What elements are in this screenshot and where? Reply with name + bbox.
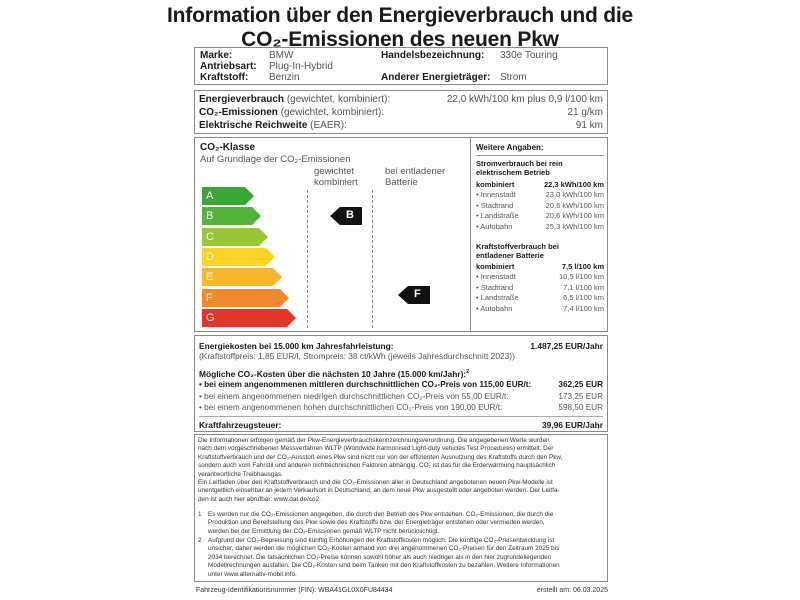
energy-class-letter: E xyxy=(206,271,214,284)
consumption-row-value: 23,0 kWh/100 km xyxy=(545,190,604,200)
co2-cost-row-value: 598,50 EUR xyxy=(558,403,603,412)
co2-class-heading: CO₂-Klasse xyxy=(200,142,256,153)
col-weighted-header xyxy=(314,166,358,188)
kraft-heading-2: entladener Batterie xyxy=(476,251,544,260)
consumption-row-value: 7,4 l/100 km xyxy=(563,303,604,313)
consumption-row-label: • Landstraße xyxy=(476,293,519,303)
consumption-row-value: 7,5 l/100 km xyxy=(561,262,604,271)
info-line: Ein Leitfaden über den Kraftstoffverbrauch und die CO₂-Emissionen aller in Deutschland angebotenen neuen Pkw-Modelle ist xyxy=(198,479,553,486)
costs-box xyxy=(194,335,608,432)
antrieb-value: Plug-In-Hybrid xyxy=(269,61,333,72)
consumption-row-value: 6,5 l/100 km xyxy=(563,293,604,303)
title-line-2: CO₂-Emissionen des neuen Pkw xyxy=(241,28,559,51)
energie-label: Energieverbrauch xyxy=(199,94,285,105)
energy-class-b xyxy=(202,207,261,225)
consumption-row-label: • Landstraße xyxy=(476,211,519,221)
consumption-row-label: • Autobahn xyxy=(476,221,513,231)
info-line: sondern auch vom Fahrstil und anderen nichttechnischen Faktoren abhängig. CO₂ ist das für die Erderwärmung hauptsächlich xyxy=(198,462,556,470)
energy-class-letter: G xyxy=(206,311,215,324)
col-weighted-line1: gewichtet xyxy=(314,166,355,177)
co2-value: 21 g/km xyxy=(567,107,603,118)
consumption-row-label: • Innenstadt xyxy=(476,190,516,200)
anderer-value: Strom xyxy=(500,72,527,83)
info-line: nach dem vorgeschriebenen Messverfahren WLTP (Worldwide harmonised Light-duty vehicles Test Procedures) ermittelt. Der xyxy=(198,445,554,453)
consumption-row-value: 10,5 l/100 km xyxy=(558,272,604,282)
info-line: unentgeltlich einsehbar an jedem Verkaufsort in Deutschland, an dem neue Pkw ausgestellt oder angeboten werden. Der Leitfa- xyxy=(198,487,560,495)
reichweite-value: 91 km xyxy=(575,120,603,131)
consumption-row-label: • Stadtrand xyxy=(476,282,514,292)
info-line: werden bei der Ermittlung der CO₂-Emissionen gemäß WLTP nicht berücksichtigt. xyxy=(208,527,440,535)
info-line: Modellrechnungen ausfallen. Die CO₂-Kosten sind beim Tanken mit den Kraftstoffkosten zu bezahlen. Weitere Informationen xyxy=(208,562,560,570)
col-discharged-line1: bei entladener xyxy=(385,166,446,177)
kraft-heading-1: Kraftstoffverbrauch bei xyxy=(476,242,559,251)
info-line: Es werden nur die CO₂-Emissionen angegeben, die durch den Betrieb des Pkw entstehen. CO₂-Emissionen, die durch die xyxy=(208,511,554,518)
marke-label: Marke: xyxy=(200,50,233,61)
co2-class-sub: Auf Grundlage der CO₂-Emissionen xyxy=(200,154,351,165)
energy-class-letter: D xyxy=(206,250,214,263)
co2-cost-row-label: • bei einem angenommenen mittleren durchschnittlichen CO₂-Preis von 115,00 EUR/t: xyxy=(199,380,532,389)
co2-label: CO₂-Emissionen xyxy=(199,107,278,118)
consumption-box xyxy=(194,90,608,134)
energy-class-a xyxy=(202,187,254,205)
antrieb-label: Antriebsart: xyxy=(200,61,257,72)
strom-heading-1: Stromverbrauch bei rein xyxy=(476,159,563,168)
reichweite-sub: (EAER): xyxy=(310,120,347,131)
note2-number: 2 xyxy=(198,537,202,544)
consumption-row-label: • Autobahn xyxy=(476,303,513,313)
consumption-row-value: 22,3 kWh/100 km xyxy=(543,180,604,189)
dashed-divider-1 xyxy=(307,190,308,328)
co2kosten-label xyxy=(199,366,469,380)
anderer-label: Anderer Energieträger: xyxy=(381,72,491,83)
kraftstoff-value: Benzin xyxy=(269,72,300,83)
energy-class-arrow xyxy=(202,309,296,327)
further-rule xyxy=(476,155,604,156)
consumption-row-label: kombiniert xyxy=(476,262,515,271)
marker-weighted-letter: B xyxy=(346,209,354,221)
marker-discharged xyxy=(398,286,430,304)
info-line: 2034 berechnet. Die tatsächlichen CO₂-Preise können sowohl höher als auch niedriger als in den hier zugrundeliegenden xyxy=(208,553,552,561)
further-heading: Weitere Angaben: xyxy=(476,143,544,152)
further-divider xyxy=(470,137,471,332)
energy-class-g xyxy=(202,309,296,327)
col-weighted-line2: kombiniert xyxy=(314,177,358,188)
vehicle-box xyxy=(194,47,608,85)
consumption-row-label: kombiniert xyxy=(476,180,515,189)
energy-class-d xyxy=(202,248,275,266)
kraft-heading xyxy=(476,242,559,260)
consumption-row-value: 20,6 kWh/100 km xyxy=(545,211,604,221)
marker-discharged-letter: F xyxy=(414,288,421,300)
col-discharged-header xyxy=(385,166,445,188)
steuer-rule xyxy=(199,416,603,417)
energy-class-letter: A xyxy=(206,190,214,202)
marke-value: BMW xyxy=(269,50,294,61)
steuer-value: 39,96 EUR/Jahr xyxy=(542,420,603,430)
co2-cost-row-label: • bei einem angenommenen hohen durchschnittlichen CO₂-Preis von 190,00 EUR/t: xyxy=(199,403,503,412)
info-line: unsicher, daher werden die möglichen CO₂-Kosten anhand von drei angenommenen CO₂-Preisen für den Zeitraum 2025 bis xyxy=(208,545,560,553)
co2-row xyxy=(199,107,384,119)
co2kosten-text: Mögliche CO₂-Kosten über die nächsten 10 Jahre (15.000 km/Jahr): xyxy=(199,368,467,379)
info-line: Die Informationen erfolgen gemäß der Pkw-Energieverbrauchskennzeichnungsverordnung. Die angegebenen Werte wurden xyxy=(198,437,550,444)
energy-class-letter: C xyxy=(206,230,214,243)
handel-label: Handelsbezeichnung: xyxy=(381,50,485,61)
energie-row xyxy=(199,94,390,106)
title-line-1: Information über den Energieverbrauch und die xyxy=(167,4,633,27)
energy-class-arrow xyxy=(202,268,282,286)
marker-weighted xyxy=(330,207,362,225)
date-text: erstellt am: 06.03.2025 xyxy=(536,587,608,594)
co2-sub: (gewichtet, kombiniert): xyxy=(280,107,385,118)
energie-sub: (gewichtet, kombiniert): xyxy=(286,94,391,105)
consumption-row-value: 7,1 l/100 km xyxy=(563,282,604,292)
co2-cost-row-value: 362,25 EUR xyxy=(558,380,603,389)
energy-class-e xyxy=(202,268,282,286)
info-line: Produktion und Bereitstellung des Pkw sowie des Kraftstoffs bzw. der Energieträger entstehen oder vermieden werden, xyxy=(208,519,545,527)
info-line: verantwortliche Treibhausgas. xyxy=(198,470,283,478)
strom-heading xyxy=(476,159,563,177)
dashed-divider-2 xyxy=(372,190,373,328)
energie-value: 22,0 kWh/100 km plus 0,9 l/100 km xyxy=(446,94,603,105)
info-line: Kraftstoffverbrauch und der CO₂-Ausstoß eines Pkw sind nicht nur von der effizienten Ausnutzung des Kraftstoffs durch den Pkw, xyxy=(198,453,563,461)
fin-text: Fahrzeug-Identifikationsnummer (FIN): WBA41GL0X0FU84434 xyxy=(196,587,393,594)
energy-class-letter: F xyxy=(206,291,213,304)
reichweite-row xyxy=(199,120,347,132)
energiekosten-value: 1.487,25 EUR/Jahr xyxy=(530,341,603,351)
info-line: den ist auch hier abrufbar: www.dat.de/co2. xyxy=(198,495,321,503)
consumption-row-label: • Innenstadt xyxy=(476,272,516,282)
info-line: unter www.alternativ-mobil.info. xyxy=(208,570,297,578)
energy-class-c xyxy=(202,228,268,246)
steuer-label: Kraftfahrzeugsteuer: xyxy=(199,420,282,430)
info-line: Aufgrund der CO₂-Bepreisung sind künftig Erhöhungen der Kraftstoffkosten möglich. Die künftige CO₂-Preisentwicklung ist xyxy=(208,537,555,544)
consumption-row-label: • Stadtrand xyxy=(476,200,514,210)
note1-number: 1 xyxy=(198,511,202,518)
consumption-row-value: 25,3 kWh/100 km xyxy=(545,221,604,231)
energiekosten-label: Energiekosten bei 15.000 km Jahresfahrleistung: xyxy=(199,341,394,351)
consumption-row-value: 20,6 kWh/100 km xyxy=(545,200,604,210)
reichweite-label: Elektrische Reichweite xyxy=(199,120,308,131)
energy-class-letter: B xyxy=(206,210,214,223)
co2kosten-sup: 2 xyxy=(466,369,470,375)
energiekosten-sub: (Kraftstoffpreis: 1,85 EUR/l, Strompreis: 38 ct/kWh (jeweils Jahresdurchschnitt 2023)) xyxy=(199,351,515,361)
page-title xyxy=(0,4,800,52)
co2-cost-row-label: • bei einem angenommenen niedrigen durchschnittlichen CO₂-Preis von 55,00 EUR/t: xyxy=(199,391,509,401)
co2-cost-row-value: 173,25 EUR xyxy=(558,391,603,401)
energy-class-f xyxy=(202,289,289,307)
col-discharged-line2: Batterie xyxy=(385,177,418,188)
strom-heading-2: elektrischem Betrieb xyxy=(476,168,550,177)
energy-class-arrow xyxy=(202,289,289,307)
handel-value: 330e Touring xyxy=(500,50,558,61)
kraftstoff-label: Kraftstoff: xyxy=(200,72,249,83)
